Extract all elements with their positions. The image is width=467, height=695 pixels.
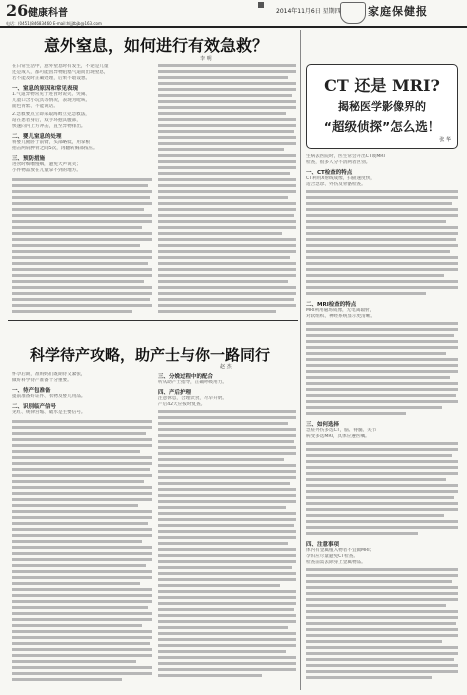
column-divider	[300, 30, 301, 690]
article1-para-5: 儿童口含小玩具等情况，表现为呛咳、	[12, 98, 91, 103]
article1-title: 意外窒息，如何进行有效急救？	[44, 36, 269, 55]
newspaper-name: 家庭保健报	[368, 5, 428, 18]
article2-title: 科学待产攻略，助产士与你一路同行	[30, 346, 271, 364]
masthead	[0, 0, 467, 28]
article2-para-1: 怀孕后期，准妈妈们既期待又紧张，	[12, 372, 86, 377]
sidebar-subhead-1: 一、CT检查的特点	[306, 170, 353, 176]
sidebar-para-7: 急症外伤多选CT，脑、脊髓、关节	[306, 428, 377, 433]
article1-subhead-3: 三、预防措施	[12, 156, 46, 162]
section-name: 健康科普	[28, 8, 68, 19]
article1-para-7: 2.急救要点立即采取海姆立克急救法，	[12, 112, 90, 117]
sidebar-para-1: 生病去医院时，医生常会开出CT或MRI	[306, 154, 385, 159]
article2-subhead-3: 三、分娩过程中的配合	[158, 374, 214, 380]
article1-para-10: 将婴儿俯卧于前臂，头部略低，用掌根	[12, 140, 91, 145]
article-divider	[8, 320, 298, 321]
article1-para-9: 快速向内上方冲击，直至异物排出。	[12, 124, 86, 129]
sidebar-para-10: 孕妇应尽量避免CT检查。	[306, 554, 358, 559]
ct-mri-title: CT 还是 MRI?	[324, 76, 440, 95]
sidebar-byline: 张 华	[439, 137, 451, 143]
article1-para-6: 面色青紫、不能说话。	[12, 104, 58, 109]
article1-para-12: 进食时细嚼慢咽，避免大声说笑；	[12, 162, 81, 167]
article2-para-2: 做好科学待产准备十分重要。	[12, 378, 72, 383]
sidebar-para-9: 体内有金属植入物者不宜做MRI；	[306, 548, 375, 553]
sidebar-para-11: 检查前需去除身上金属物品。	[306, 560, 366, 565]
contact-line: 电话：(0451)84683460 E-mail:hljjtbjb@163.com	[6, 21, 102, 26]
ct-mri-title-box	[306, 64, 458, 149]
article1-byline: 李 明	[200, 56, 212, 62]
article2-subhead-1: 一、待产包准备	[12, 388, 51, 394]
article1-para-8: 站在患者身后，双手环抱其腹部，	[12, 118, 81, 123]
sidebar-para-2: 检查，很多人分不清两者区别。	[306, 160, 371, 165]
newspaper-logo-icon	[340, 2, 366, 24]
ct-mri-subtitle: 揭秘医学影像界的	[338, 100, 426, 113]
sidebar-para-4: 适合急诊、外伤及骨骼检查。	[306, 182, 366, 187]
sidebar-subhead-2: 二、MRI检查的特点	[306, 302, 357, 308]
article1-subhead-2: 二、婴儿窒息的处理	[12, 134, 62, 140]
article1-para-2: 还是成人，都可能因异物阻塞气道而出现窒息，	[12, 70, 109, 75]
article1-para-4: 1.气道异物常见于进食时说笑、哭闹、	[12, 92, 90, 97]
article2-byline: 赵 杰	[220, 364, 232, 370]
article1-para-11: 拍击两肩胛骨之间5次，再翻转胸部按压。	[12, 146, 98, 151]
article2-para-7: 产后42天应按时复查。	[158, 402, 206, 407]
article1-para-13: 小件物品放在儿童拿不到的地方。	[12, 168, 81, 173]
ct-mri-tagline: “超级侦探”怎么选！	[323, 119, 441, 134]
article1-subhead-1: 一、窒息的原因和常见表现	[12, 86, 79, 92]
article2-subhead-2: 二、识别临产信号	[12, 404, 57, 410]
article1-para-1: 在日常生活中，意外窒息时有发生，不论是儿童	[12, 64, 109, 69]
issue-date: 2014年11月6日 星期四	[276, 8, 341, 15]
sidebar-subhead-3: 三、如何选择	[306, 422, 340, 428]
article1-para-3: 若不能及时正确处理，后果不堪设想。	[12, 76, 91, 81]
article2-para-6: 注意休息，合理饮食，尽早开奶。	[158, 396, 227, 401]
sidebar-para-8: 病变多选MRI，具体应遵医嘱。	[306, 434, 370, 439]
article2-para-4: 见红、规律宫缩、破水是主要信号。	[12, 410, 86, 415]
sidebar-subhead-4: 四、注意事项	[306, 542, 340, 548]
sidebar-para-5: MRI利用磁场成像，无电离辐射，	[306, 308, 375, 313]
masthead-square-icon	[258, 2, 264, 8]
article2-subhead-4: 四、产后护理	[158, 390, 192, 396]
article2-para-3: 提前准备好证件、衣物及婴儿用品。	[12, 394, 86, 399]
sidebar-para-6: 对软组织、神经系统显示更清晰。	[306, 314, 375, 319]
article2-para-5: 听从助产士指导，正确呼吸用力。	[158, 380, 227, 385]
page-number: 26	[6, 1, 29, 20]
sidebar-para-3: CT利用X射线成像，扫描速度快，	[306, 176, 375, 181]
